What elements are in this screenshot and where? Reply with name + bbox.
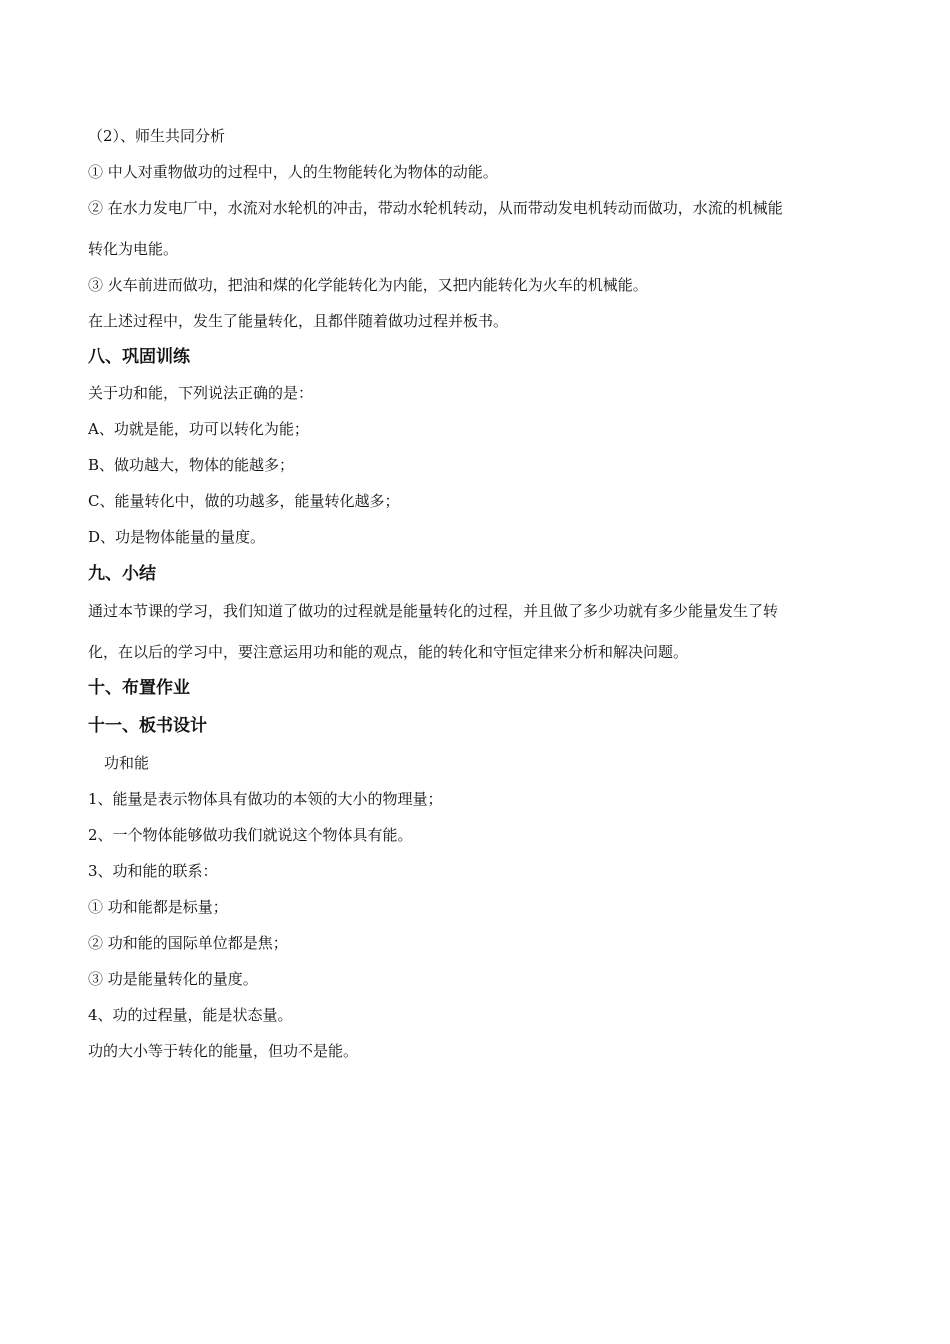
- quiz-option-a: A、功就是能，功可以转化为能；: [88, 420, 309, 438]
- quiz-option-c: C、能量转化中，做的功越多，能量转化越多；: [88, 492, 400, 510]
- board-item-2: 2、一个物体能够做功我们就说这个物体具有能。: [88, 826, 413, 844]
- summary-line-2: 化，在以后的学习中，要注意运用功和能的观点，能的转化和守恒定律来分析和解决问题。: [88, 643, 689, 661]
- board-item-3: 3、功和能的联系：: [88, 862, 218, 880]
- analysis-conclusion: 在上述过程中，发生了能量转化，且都伴随着做功过程并板书。: [88, 312, 509, 330]
- heading-homework: 十、布置作业: [88, 678, 190, 698]
- board-item-3a: ① 功和能都是标量；: [88, 898, 228, 916]
- quiz-option-d: D、功是物体能量的量度。: [88, 528, 266, 546]
- analysis-line-3: ③ 火车前进而做功，把油和煤的化学能转化为内能，又把内能转化为火车的机械能。: [88, 276, 648, 294]
- board-item-4: 4、功的过程量，能是状态量。: [88, 1006, 293, 1024]
- heading-summary: 九、小结: [88, 564, 156, 584]
- heading-consolidation-training: 八、巩固训练: [88, 347, 190, 367]
- quiz-option-b: B、做功越大，物体的能越多；: [88, 456, 295, 474]
- subsection-label: （2）、师生共同分析: [88, 127, 226, 145]
- board-note: 功的大小等于转化的能量，但功不是能。: [88, 1042, 359, 1060]
- summary-line-1: 通过本节课的学习，我们知道了做功的过程就是能量转化的过程，并且做了多少功就有多少能量发生了转: [88, 602, 779, 620]
- analysis-line-2: ② 在水力发电厂中，水流对水轮机的冲击，带动水轮机转动，从而带动发电机转动而做功，水流的机械能: [88, 199, 783, 217]
- analysis-line-2-cont: 转化为电能。: [88, 240, 179, 258]
- analysis-line-1: ① 中人对重物做功的过程中，人的生物能转化为物体的动能。: [88, 163, 498, 181]
- board-item-3b: ② 功和能的国际单位都是焦；: [88, 934, 288, 952]
- quiz-question: 关于功和能，下列说法正确的是：: [88, 384, 314, 402]
- heading-board-design: 十一、板书设计: [88, 716, 207, 736]
- board-title: 功和能: [104, 754, 150, 772]
- board-item-3c: ③ 功是能量转化的量度。: [88, 970, 258, 988]
- board-item-1: 1、能量是表示物体具有做功的本领的大小的物理量；: [88, 790, 443, 808]
